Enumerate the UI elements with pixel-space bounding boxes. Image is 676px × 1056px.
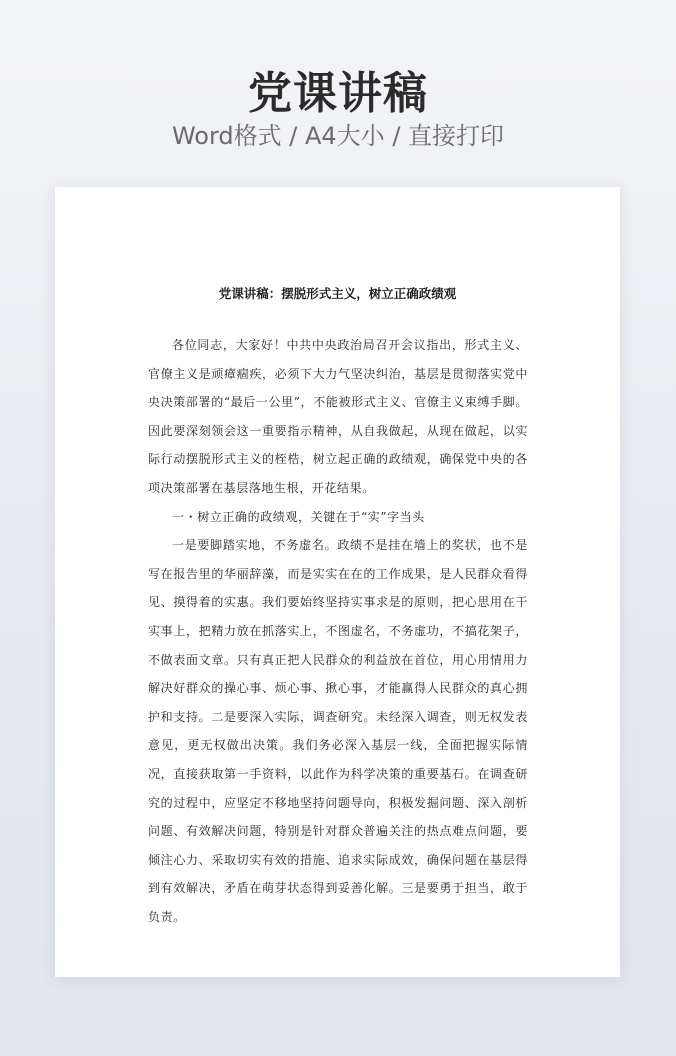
paragraph-section-one: 一是要脚踏实地，不务虚名。政绩不是挂在墙上的奖状，也不是写在报告里的华丽辞藻，而是实实在在的工作成果，是人民群众看得见、摸得着的实惠。我们要始终坚持实事求是的原则，把心思用在干实事上，把精力放在抓落实上，不图虚名，不务虚功，不搞花架子，不做表面文章。只有真正把人民群众的利益放在首位，用心用情用力解决好群众的操心事、烦心事、揪心事，才能赢得人民群众的真心拥护和支持。二是要深入实际，调查研究。未经深入调查，则无权发表意见，更无权做出决策。我们务必深入基层一线，全面把握实际情况，直接获取第一手资料，以此作为科学决策的重要基石。在调查研究的过程中，应坚定不移地坚持问题导向，积极发掘问题、深入剖析问题、有效解决问题，特别是针对群众普遍关注的热点难点问题，要倾注心力、采取切实有效的措施、追求实际成效，确保问题在基层得到有效解决，矛盾在萌芽状态得到妥善化解。三是要勇于担当，敢于负责。	[148, 538, 528, 924]
paragraph-intro: 各位同志，大家好！中共中央政治局召开会议指出，形式主义、官僚主义是顽瘴痼疾，必须下大力气坚决纠治，基层是贯彻落实党中央决策部署的“最后一公里”，不能被形式主义、官僚主义束缚手脚。因此要深刻领会这一重要指示精神，从自我做起，从现在做起，以实际行动摆脱形式主义的桎梏，树立起正确的政绩观，确保党中央的各项决策部署在基层落地生根，开花结果。	[148, 338, 528, 495]
document-title: 党课讲稿：摆脱形式主义，树立正确政绩观	[218, 286, 457, 301]
page-subtitle: Word格式 / A4大小 / 直接打印	[171, 122, 505, 150]
section-heading: 一・树立正确的政绩观，关键在于“实”字当头	[172, 509, 425, 524]
page-title: 党课讲稿	[248, 68, 428, 119]
document-preview	[55, 187, 620, 977]
document-body	[148, 331, 528, 931]
